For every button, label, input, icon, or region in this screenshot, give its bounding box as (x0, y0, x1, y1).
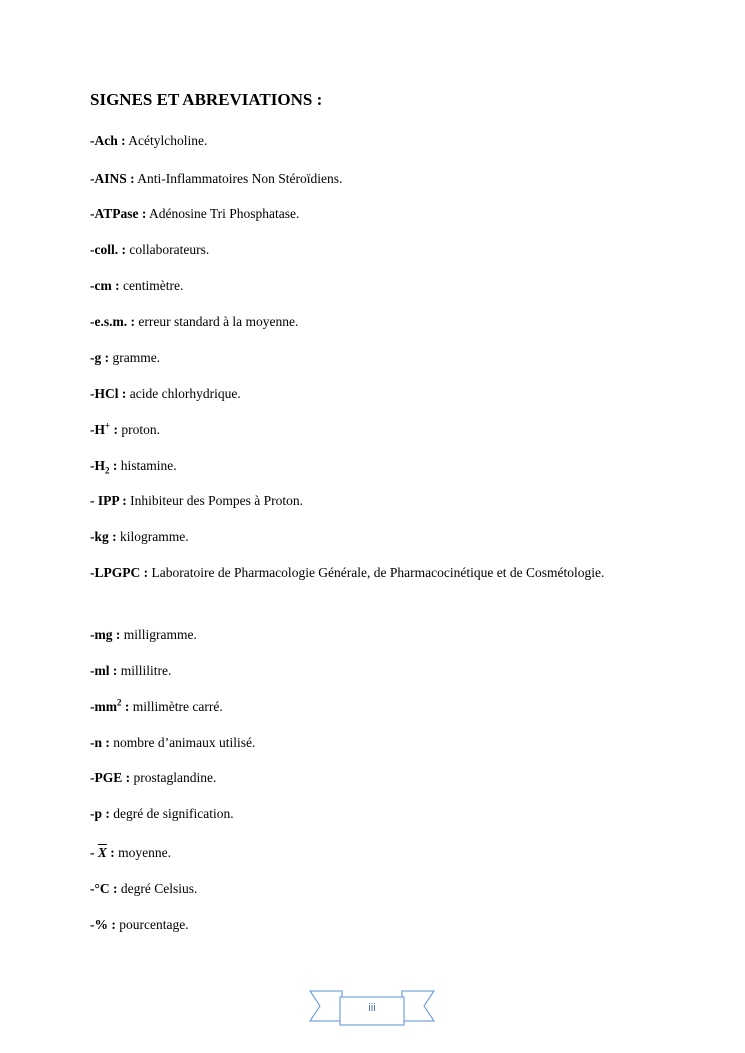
abbrev-entry-ach (90, 128, 610, 154)
abbrev-entry-p (90, 801, 610, 827)
abbrev-entry-celsius (90, 876, 610, 902)
page-number: iii (368, 1002, 376, 1014)
abbrev-definition: Adénosine Tri Phosphatase. (146, 206, 300, 221)
page-title: SIGNES ET ABREVIATIONS : (90, 90, 323, 109)
abbrev-definition: prostaglandine. (130, 770, 217, 785)
abbrev-term: -ml : (90, 663, 118, 678)
abbrev-entry-percent (90, 912, 610, 938)
abbrev-term: $-mm^2$ : (90, 697, 130, 714)
abbrev-entry-g (90, 345, 610, 371)
abbrev-entry-xbar (90, 840, 610, 866)
abbrev-definition: Laboratoire de Pharmacologie Générale, de Pharmacocinétique et de Cosmétologie. (148, 565, 605, 580)
abbrev-definition: Acétylcholine. (125, 133, 208, 148)
abbrev-entry-h-plus (90, 417, 610, 443)
abbrev-term: $-H_2$ : (90, 458, 118, 476)
abbrev-term: -% : (90, 917, 116, 932)
abbrev-term: -cm : (90, 278, 120, 293)
abbrev-definition: proton. (118, 422, 161, 437)
abbrev-entry-lpgpc (90, 560, 610, 586)
abbrev-entry-cm (90, 273, 610, 299)
abbrev-definition: nombre d’animaux utilisé. (109, 735, 256, 750)
abbrev-definition: acide chlorhydrique. (126, 386, 241, 401)
abbrev-definition: kilogramme. (116, 529, 189, 544)
abbrev-entry-ml (90, 658, 610, 684)
abbrev-term: -ATPase : (90, 206, 147, 221)
abbrev-term: -HCl : (90, 386, 127, 401)
page-footer (308, 988, 436, 1028)
abbrev-entry-ains (90, 166, 610, 192)
abbrev-term: -mg : (90, 627, 121, 642)
abbrev-term: -Ach : (90, 133, 126, 148)
abbrev-entry-n (90, 730, 610, 756)
abbrev-term: -LPGPC : (90, 565, 149, 580)
abbrev-term: -H+ : (90, 420, 119, 437)
abbrev-term: -PGE : (90, 770, 131, 785)
abbrev-definition: pourcentage. (115, 917, 189, 932)
abbrev-entry-atpase (90, 201, 610, 227)
abbrev-term: - $\overline{X}$ : (90, 845, 115, 860)
abbrev-definition: erreur standard à la moyenne. (134, 314, 299, 329)
abbrev-term: -n : (90, 735, 110, 750)
abbrev-entry-kg (90, 524, 610, 550)
abbrev-term: -kg : (90, 529, 117, 544)
abbrev-entry-pge (90, 765, 610, 791)
abbrev-entry-esm (90, 309, 610, 335)
abbrev-definition: moyenne. (114, 845, 172, 860)
abbrev-definition: degré Celsius. (117, 881, 198, 896)
abbrev-definition: gramme. (109, 350, 161, 365)
abbrev-definition: centimètre. (119, 278, 184, 293)
abbrev-term: -°C : (90, 881, 118, 896)
abbrev-definition: Inhibiteur des Pompes à Proton. (126, 493, 303, 508)
abbrev-definition: histamine. (117, 458, 177, 473)
abbrev-definition: collaborateurs. (126, 242, 210, 257)
abbrev-term: -AINS : (90, 171, 135, 186)
abbrev-term: -p : (90, 806, 110, 821)
abbrev-definition: Anti-Inflammatoires Non Stéroïdiens. (134, 171, 343, 186)
abbrev-definition: degré de signification. (109, 806, 234, 821)
abbrev-definition: milligramme. (120, 627, 197, 642)
abbrev-entry-mm2 (90, 694, 610, 720)
abbrev-definition: millimètre carré. (129, 699, 223, 714)
abbrev-entry-hcl (90, 381, 610, 407)
abbrev-term: -coll. : (90, 242, 126, 257)
abbrev-definition: millilitre. (117, 663, 172, 678)
abbrev-entry-coll (90, 237, 610, 263)
abbrev-entry-ipp (90, 488, 610, 514)
abbrev-entry-h2 (90, 453, 610, 479)
abbrev-term: -e.s.m. : (90, 314, 135, 329)
abbrev-entry-mg (90, 622, 610, 648)
abbrev-term: - IPP : (90, 493, 127, 508)
abbrev-term: -g : (90, 350, 110, 365)
